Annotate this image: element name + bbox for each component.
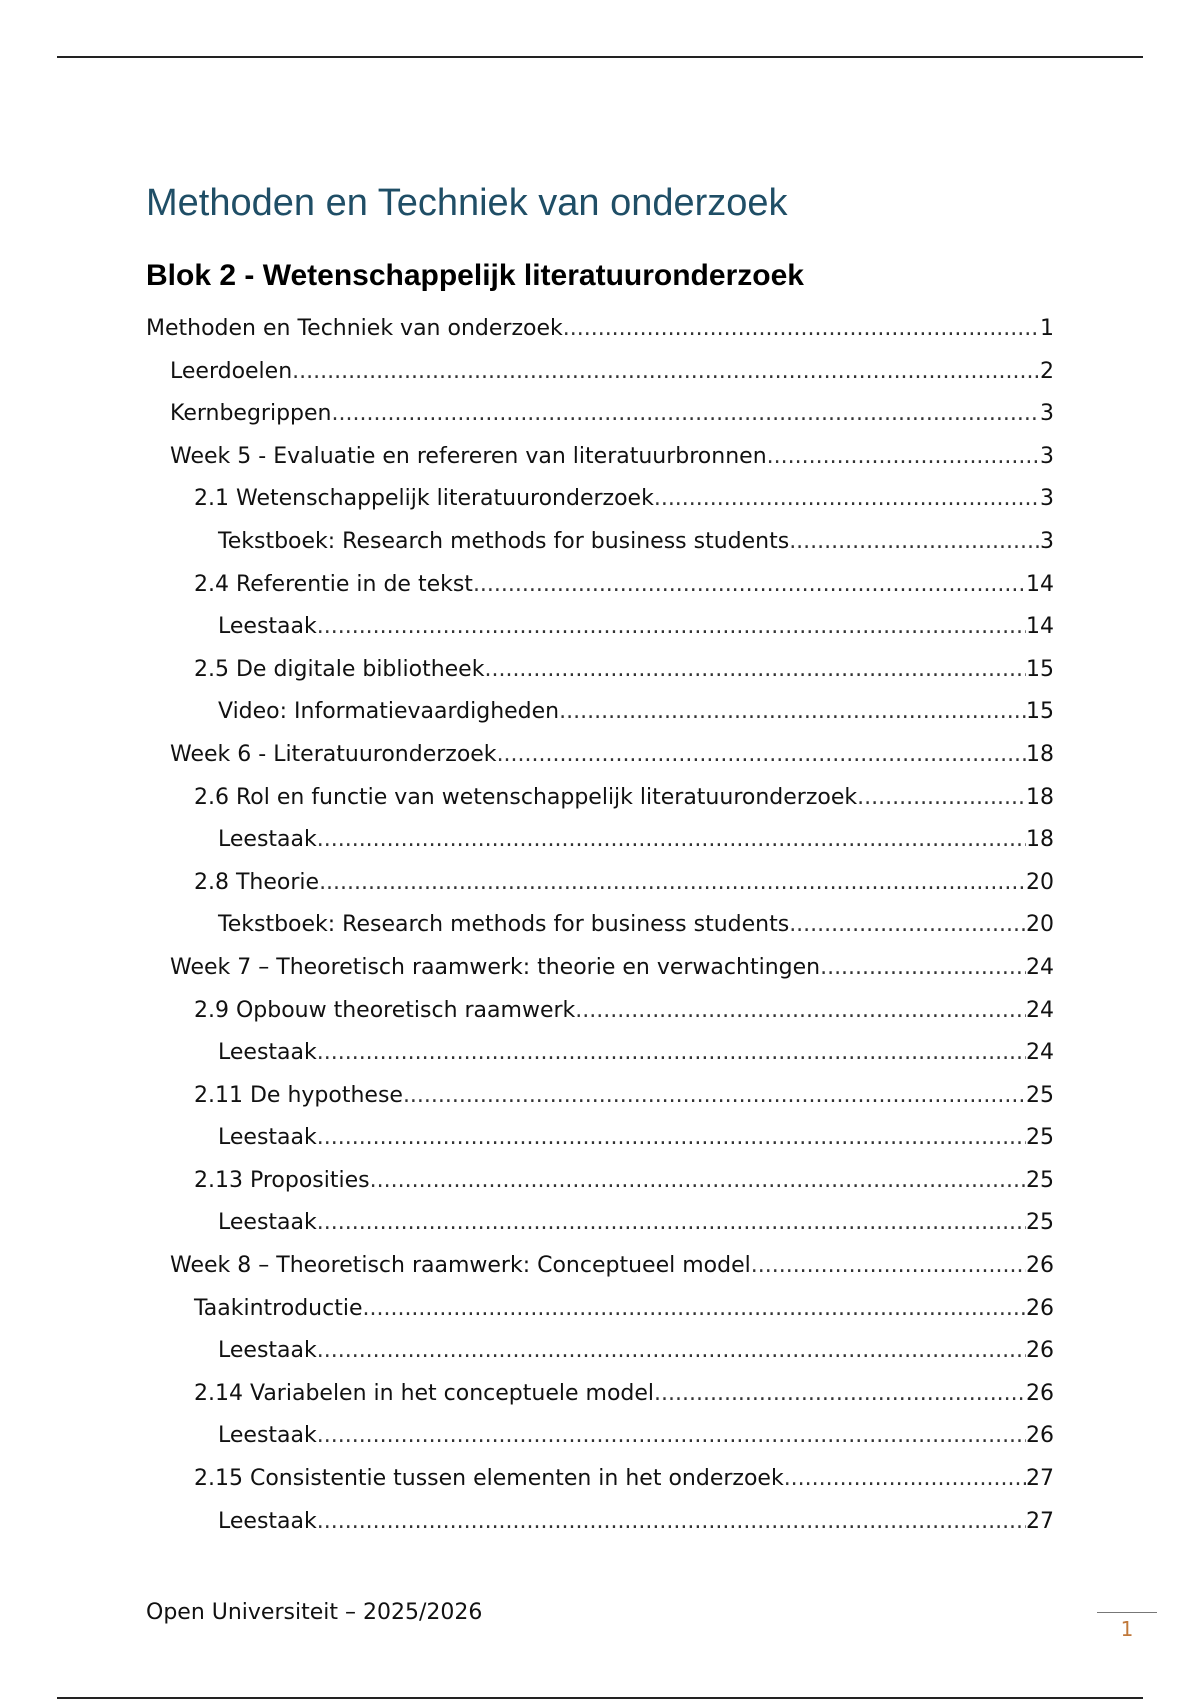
document-subtitle: Blok 2 - Wetenschappelijk literatuuronderzoek [146,259,804,292]
toc-entry-page: 20 [1026,912,1054,938]
toc-entry-page: 3 [1040,401,1054,427]
toc-entry[interactable] [146,904,1054,947]
toc-dot-leader [654,1373,1026,1416]
toc-dot-leader [317,1415,1026,1458]
toc-entry-page: 25 [1026,1210,1054,1236]
toc-dot-leader [484,649,1026,692]
toc-entry-page: 26 [1026,1295,1054,1321]
toc-entry-label: Leestaak [218,1040,317,1066]
toc-entry-label: Week 7 – Theoretisch raamwerk: theorie en verwachtingen [170,954,821,980]
toc-entry-page: 26 [1026,1380,1054,1406]
toc-entry-label: 2.6 Rol en functie van wetenschappelijk literatuuronderzoek [194,784,858,810]
toc-entry-page: 18 [1026,741,1054,767]
toc-dot-leader [332,393,1041,436]
toc-dot-leader [857,777,1026,820]
toc-dot-leader [559,691,1026,734]
toc-entry-label: 2.9 Opbouw theoretisch raamwerk [194,997,576,1023]
toc-entry[interactable] [146,1117,1054,1160]
toc-entry-label: Video: Informatievaardigheden [218,699,560,725]
toc-dot-leader [319,862,1026,905]
toc-entry[interactable] [146,1032,1054,1075]
toc-entry[interactable] [146,1458,1054,1501]
toc-entry-label: Leestaak [218,1508,317,1534]
footer-text: Open Universiteit – 2025/2026 [146,1600,483,1625]
toc-entry-label: 2.8 Theorie [194,869,320,895]
toc-entry-label: Leestaak [218,1125,317,1151]
table-of-contents [146,308,1054,1543]
toc-entry-label: 2.11 De hypothese [194,1082,403,1108]
toc-dot-leader [317,1330,1026,1373]
toc-entry-label: Tekstboek: Research methods for business students [218,528,790,554]
toc-entry-page: 26 [1026,1338,1054,1364]
toc-entry-page: 3 [1040,528,1054,554]
page-number-rule [1097,1612,1157,1613]
toc-entry[interactable] [146,649,1054,692]
toc-entry-label: Leestaak [218,1423,317,1449]
toc-dot-leader [751,1245,1026,1288]
toc-dot-leader [784,1458,1026,1501]
toc-entry-page: 18 [1026,827,1054,853]
toc-entry-page: 15 [1026,656,1054,682]
toc-dot-leader [820,947,1026,990]
toc-entry-page: 26 [1026,1423,1054,1449]
toc-entry[interactable] [146,606,1054,649]
toc-dot-leader [473,564,1026,607]
toc-entry-label: Week 5 - Evaluatie en refereren van literatuurbronnen [170,443,767,469]
toc-entry-page: 25 [1026,1082,1054,1108]
toc-entry-label: Taakintroductie [194,1295,363,1321]
toc-entry[interactable] [146,1415,1054,1458]
toc-entry[interactable] [146,478,1054,521]
toc-dot-leader [654,478,1040,521]
toc-entry[interactable] [146,1288,1054,1331]
toc-entry-page: 14 [1026,571,1054,597]
document-title: Methoden en Techniek van onderzoek [146,182,788,224]
toc-entry-page: 27 [1026,1466,1054,1492]
toc-entry[interactable] [146,308,1054,351]
toc-entry-page: 14 [1026,614,1054,640]
toc-entry-page: 24 [1026,954,1054,980]
toc-entry-page: 24 [1026,1040,1054,1066]
toc-entry[interactable] [146,1075,1054,1118]
toc-entry-label: Leestaak [218,1210,317,1236]
toc-entry-page: 3 [1040,443,1054,469]
toc-entry-page: 3 [1040,486,1054,512]
toc-dot-leader [317,819,1026,862]
toc-entry[interactable] [146,1501,1054,1544]
toc-entry[interactable] [146,990,1054,1033]
toc-dot-leader [403,1075,1026,1118]
toc-entry-label: 2.1 Wetenschappelijk literatuuronderzoek [194,486,654,512]
toc-dot-leader [497,734,1026,777]
toc-entry-page: 18 [1026,784,1054,810]
toc-entry-page: 24 [1026,997,1054,1023]
toc-entry-label: 2.14 Variabelen in het conceptuele model [194,1380,655,1406]
toc-entry-page: 15 [1026,699,1054,725]
toc-entry-label: Leestaak [218,1338,317,1364]
toc-dot-leader [317,1202,1026,1245]
toc-entry-label: 2.13 Proposities [194,1167,370,1193]
toc-dot-leader [767,436,1040,479]
toc-entry-label: Leestaak [218,827,317,853]
toc-entry-label: Kernbegrippen [170,401,332,427]
toc-entry-label: Week 8 – Theoretisch raamwerk: Conceptueel model [170,1253,751,1279]
toc-entry-label: Leestaak [218,614,317,640]
toc-entry[interactable] [146,1373,1054,1416]
toc-dot-leader [317,606,1026,649]
toc-entry-page: 2 [1040,358,1054,384]
toc-dot-leader [362,1288,1026,1331]
toc-entry-page: 27 [1026,1508,1054,1534]
toc-dot-leader [370,1160,1026,1203]
toc-entry[interactable] [146,1245,1054,1288]
toc-entry-label: Week 6 - Literatuuronderzoek [170,741,497,767]
toc-dot-leader [292,351,1040,394]
page-number: 1 [1120,1617,1134,1641]
toc-dot-leader [317,1501,1026,1544]
toc-entry-page: 1 [1040,316,1054,341]
toc-dot-leader [317,1032,1026,1075]
toc-entry-label: 2.5 De digitale bibliotheek [194,656,485,682]
toc-entry[interactable] [146,691,1054,734]
toc-entry[interactable] [146,1160,1054,1203]
toc-entry[interactable] [146,564,1054,607]
toc-entry-label: Tekstboek: Research methods for business students [218,912,790,938]
toc-entry[interactable] [146,436,1054,479]
header-rule [57,56,1143,58]
footer-rule [57,1697,1143,1699]
toc-entry[interactable] [146,777,1054,820]
toc-entry-page: 26 [1026,1253,1054,1279]
toc-entry-label: 2.4 Referentie in de tekst [194,571,473,597]
toc-entry-label: Leerdoelen [170,358,293,384]
toc-dot-leader [575,990,1026,1033]
toc-entry[interactable] [146,393,1054,436]
toc-dot-leader [789,904,1026,947]
toc-entry[interactable] [146,521,1054,564]
toc-entry-label: 2.15 Consistentie tussen elementen in het onderzoek [194,1466,784,1492]
toc-entry[interactable] [146,1330,1054,1373]
toc-entry[interactable] [146,947,1054,990]
toc-entry-label: Methoden en Techniek van onderzoek [146,316,563,341]
toc-entry-page: 20 [1026,869,1054,895]
toc-dot-leader [563,308,1040,351]
toc-entry[interactable] [146,734,1054,777]
toc-entry[interactable] [146,351,1054,394]
toc-entry[interactable] [146,819,1054,862]
toc-entry-page: 25 [1026,1125,1054,1151]
toc-entry[interactable] [146,1202,1054,1245]
toc-entry[interactable] [146,862,1054,905]
toc-dot-leader [317,1117,1026,1160]
toc-dot-leader [789,521,1040,564]
toc-entry-page: 25 [1026,1167,1054,1193]
